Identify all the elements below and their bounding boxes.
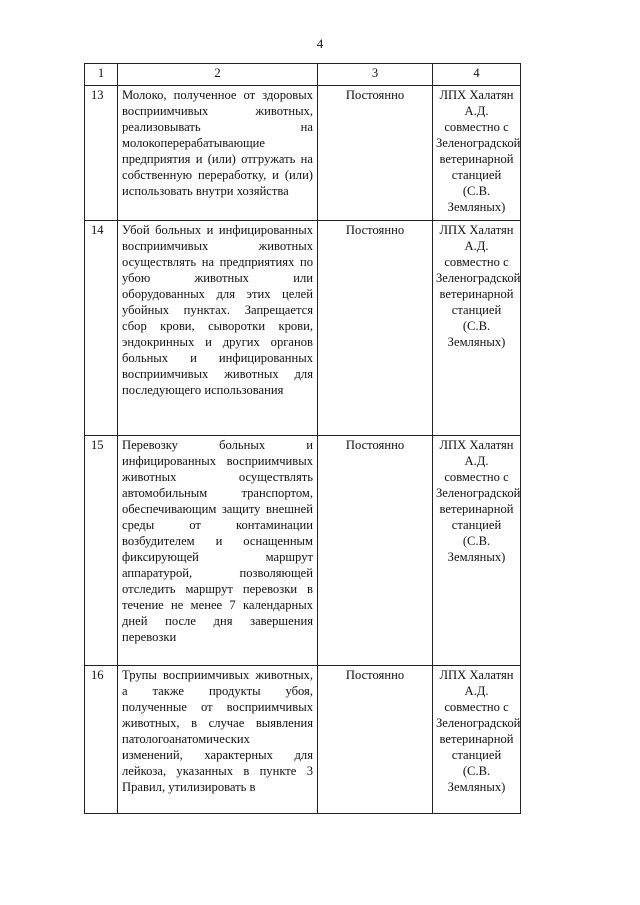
responsible-line: Зеленоградской	[436, 716, 521, 730]
responsible-line: ЛПХ Халатян А.Д.	[439, 438, 514, 468]
responsible-line: ЛПХ Халатян А.Д.	[439, 668, 514, 698]
table-row	[85, 436, 521, 666]
responsible-line: ветеринарной станцией	[439, 502, 514, 532]
responsible-line: (С.В. Земляных)	[447, 184, 506, 214]
responsible-line: ветеринарной станцией	[439, 732, 514, 762]
header-col-2: 2	[118, 64, 318, 86]
header-row	[85, 64, 521, 86]
header-col-1: 1	[85, 64, 118, 86]
row-description: Перевозку больных и инфицированных восприимчивых животных осуществлять автомобильным транспортом, обеспечивающим защиту внешней среды от контаминации возбудителем и оснащенным фиксирующей маршрут аппаратурой, позволяющей отследить маршрут перевозки в течение не менее 7 календарных дней после дня завершения перевозки	[118, 436, 318, 666]
row-frequency: Постоянно	[318, 221, 433, 436]
row-frequency: Постоянно	[318, 436, 433, 666]
responsible-line: ЛПХ Халатян А.Д.	[439, 88, 514, 118]
row-frequency: Постоянно	[318, 666, 433, 814]
row-responsible	[433, 86, 521, 221]
responsible-line: ЛПХ Халатян А.Д.	[439, 223, 514, 253]
row-frequency: Постоянно	[318, 86, 433, 221]
responsible-line: Зеленоградской	[436, 486, 521, 500]
row-responsible	[433, 666, 521, 814]
responsible-line: совместно с	[444, 120, 509, 134]
row-description: Молоко, полученное от здоровых восприимчивых животных, реализовывать на молокоперерабатывающие предприятия и (или) отгружать на собственную переработку, и (или) использовать внутри хозяйства	[118, 86, 318, 221]
page-number: 4	[316, 36, 324, 51]
responsible-line: (С.В. Земляных)	[447, 764, 506, 794]
row-description: Трупы восприимчивых животных, а также продукты убоя, полученные от восприимчивых животных, в случае выявления патологоанатомических изменений, характерных для лейкоза, указанных в пункте 3 Правил, утилизировать в	[118, 666, 318, 814]
responsible-line: (С.В. Земляных)	[447, 534, 506, 564]
row-number: 15	[85, 436, 118, 666]
measures-table	[84, 63, 521, 814]
responsible-line: Зеленоградской	[436, 136, 521, 150]
row-responsible	[433, 221, 521, 436]
header-col-4: 4	[433, 64, 521, 86]
row-number: 13	[85, 86, 118, 221]
responsible-line: совместно с	[444, 255, 509, 269]
header-col-3: 3	[318, 64, 433, 86]
responsible-line: Зеленоградской	[436, 271, 521, 285]
row-number: 16	[85, 666, 118, 814]
row-description: Убой больных и инфицированных восприимчивых животных осуществлять на предприятиях по убою животных или оборудованных для этих целей убойных пунктах. Запрещается сбор крови, сыворотки крови, эндокринных и других органов больных и инфицированных восприимчивых животных для последующего использования	[118, 221, 318, 436]
row-responsible	[433, 436, 521, 666]
responsible-line: совместно с	[444, 700, 509, 714]
responsible-line: (С.В. Земляных)	[447, 319, 506, 349]
table-row	[85, 86, 521, 221]
responsible-line: ветеринарной станцией	[439, 152, 514, 182]
row-number: 14	[85, 221, 118, 436]
responsible-line: ветеринарной станцией	[439, 287, 514, 317]
responsible-line: совместно с	[444, 470, 509, 484]
table-row	[85, 221, 521, 436]
table-row	[85, 666, 521, 814]
